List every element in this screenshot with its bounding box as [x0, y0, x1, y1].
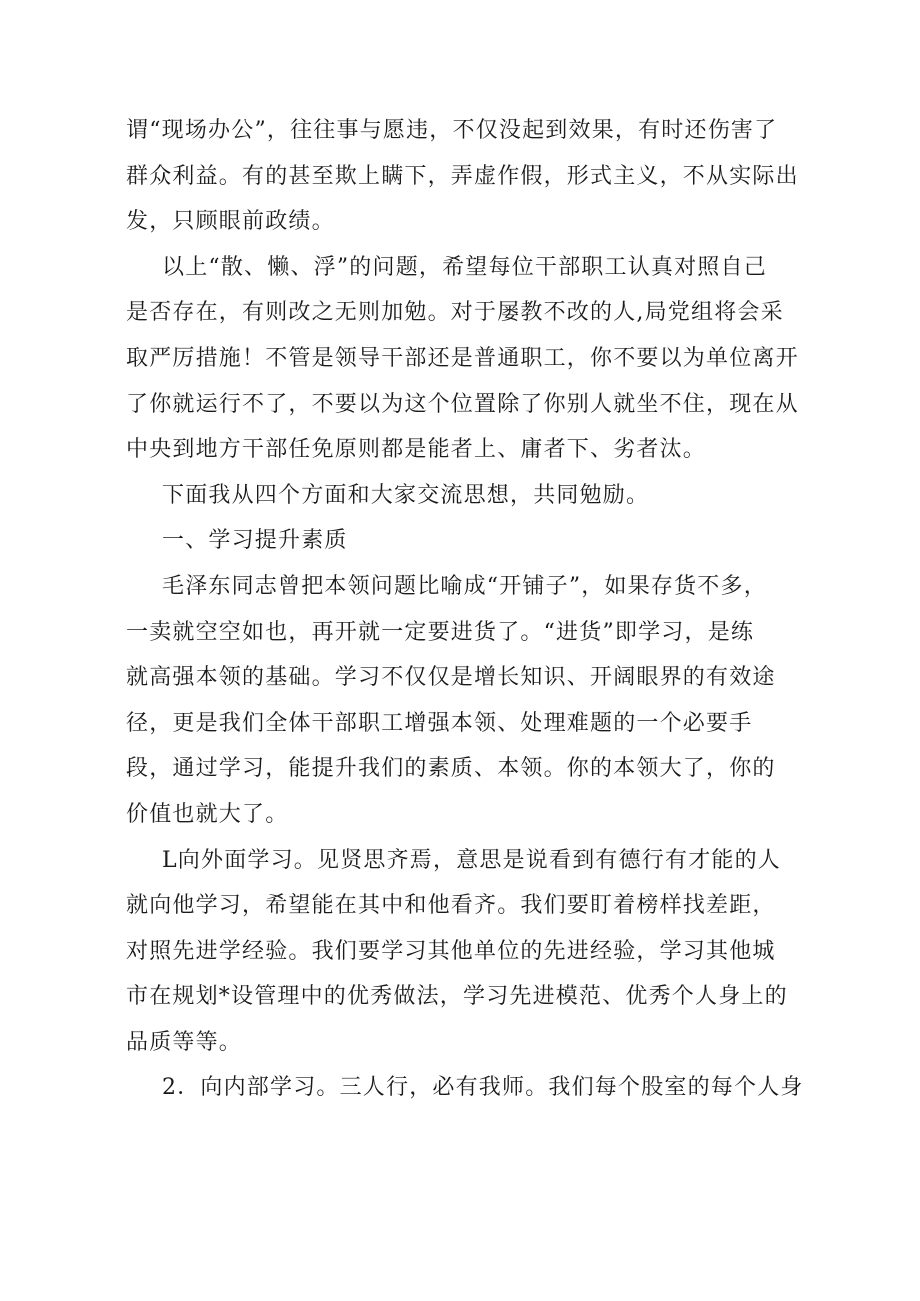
text-line: 对照先进学经验。我们要学习其他单位的先进经验，学习其他城: [126, 938, 776, 964]
text-line: 发，只顾眼前政绩。: [126, 209, 335, 235]
text-line: 段，通过学习，能提升我们的素质、本领。你的本领大了，你的: [126, 756, 776, 782]
text-line: 就高强本领的基础。学习不仅仅是增长知识、开阔眼界的有效途: [126, 665, 776, 691]
text-line: 群众利益。有的甚至欺上瞒下，弄虚作假，形式主义，不从实际出: [126, 163, 799, 189]
text-line: 谓“现场办公”，往往事与愿违，不仅没起到效果，有时还伤害了: [126, 118, 778, 143]
text-line: 取严厉措施！不管是领导干部还是普通职工，你不要以为单位离开: [126, 345, 799, 371]
text-line: 市在规划*设管理中的优秀做法，学习先进模范、优秀个人身上的: [126, 984, 788, 1010]
text-line: 价值也就大了。: [126, 801, 289, 827]
text-line: 了你就运行不了，不要以为这个位置除了你别人就坐不住，现在从: [126, 391, 799, 417]
paragraph-start-line: 以上“散、懒、浮”的问题，希望每位干部职工认真对照自己: [162, 254, 767, 280]
document-body: [126, 108, 806, 1111]
text-line: 品质等等。: [126, 1029, 243, 1055]
section-heading: 一、学习提升素质: [162, 528, 348, 554]
paragraph-start-line: 2．向内部学习。三人行，必有我师。我们每个股室的每个人身: [162, 1075, 804, 1101]
paragraph-start-line: 毛泽东同志曾把本领问题比喻成“开铺子”，如果存货不多，: [162, 573, 767, 599]
text-line: 径，更是我们全体干部职工增强本领、处理难题的一个必要手: [126, 710, 753, 736]
text-line: 是否存在，有则改之无则加勉。对于屡教不改的人,局党组将会采: [126, 300, 784, 326]
text-line: 就向他学习，希望能在其中和他看齐。我们要盯着榜样找差距，: [126, 893, 776, 919]
text-line: 一卖就空空如也，再开就一定要进货了。“进货”即学习，是练: [126, 619, 755, 645]
text-line: 中央到地方干部任免原则都是能者上、庸者下、劣者汰。: [126, 437, 707, 463]
paragraph-start-line: L向外面学习。见贤思齐焉，意思是说看到有德行有才能的人: [162, 847, 782, 873]
paragraph-start-line: 下面我从四个方面和大家交流思想，共同勉励。: [162, 482, 650, 508]
